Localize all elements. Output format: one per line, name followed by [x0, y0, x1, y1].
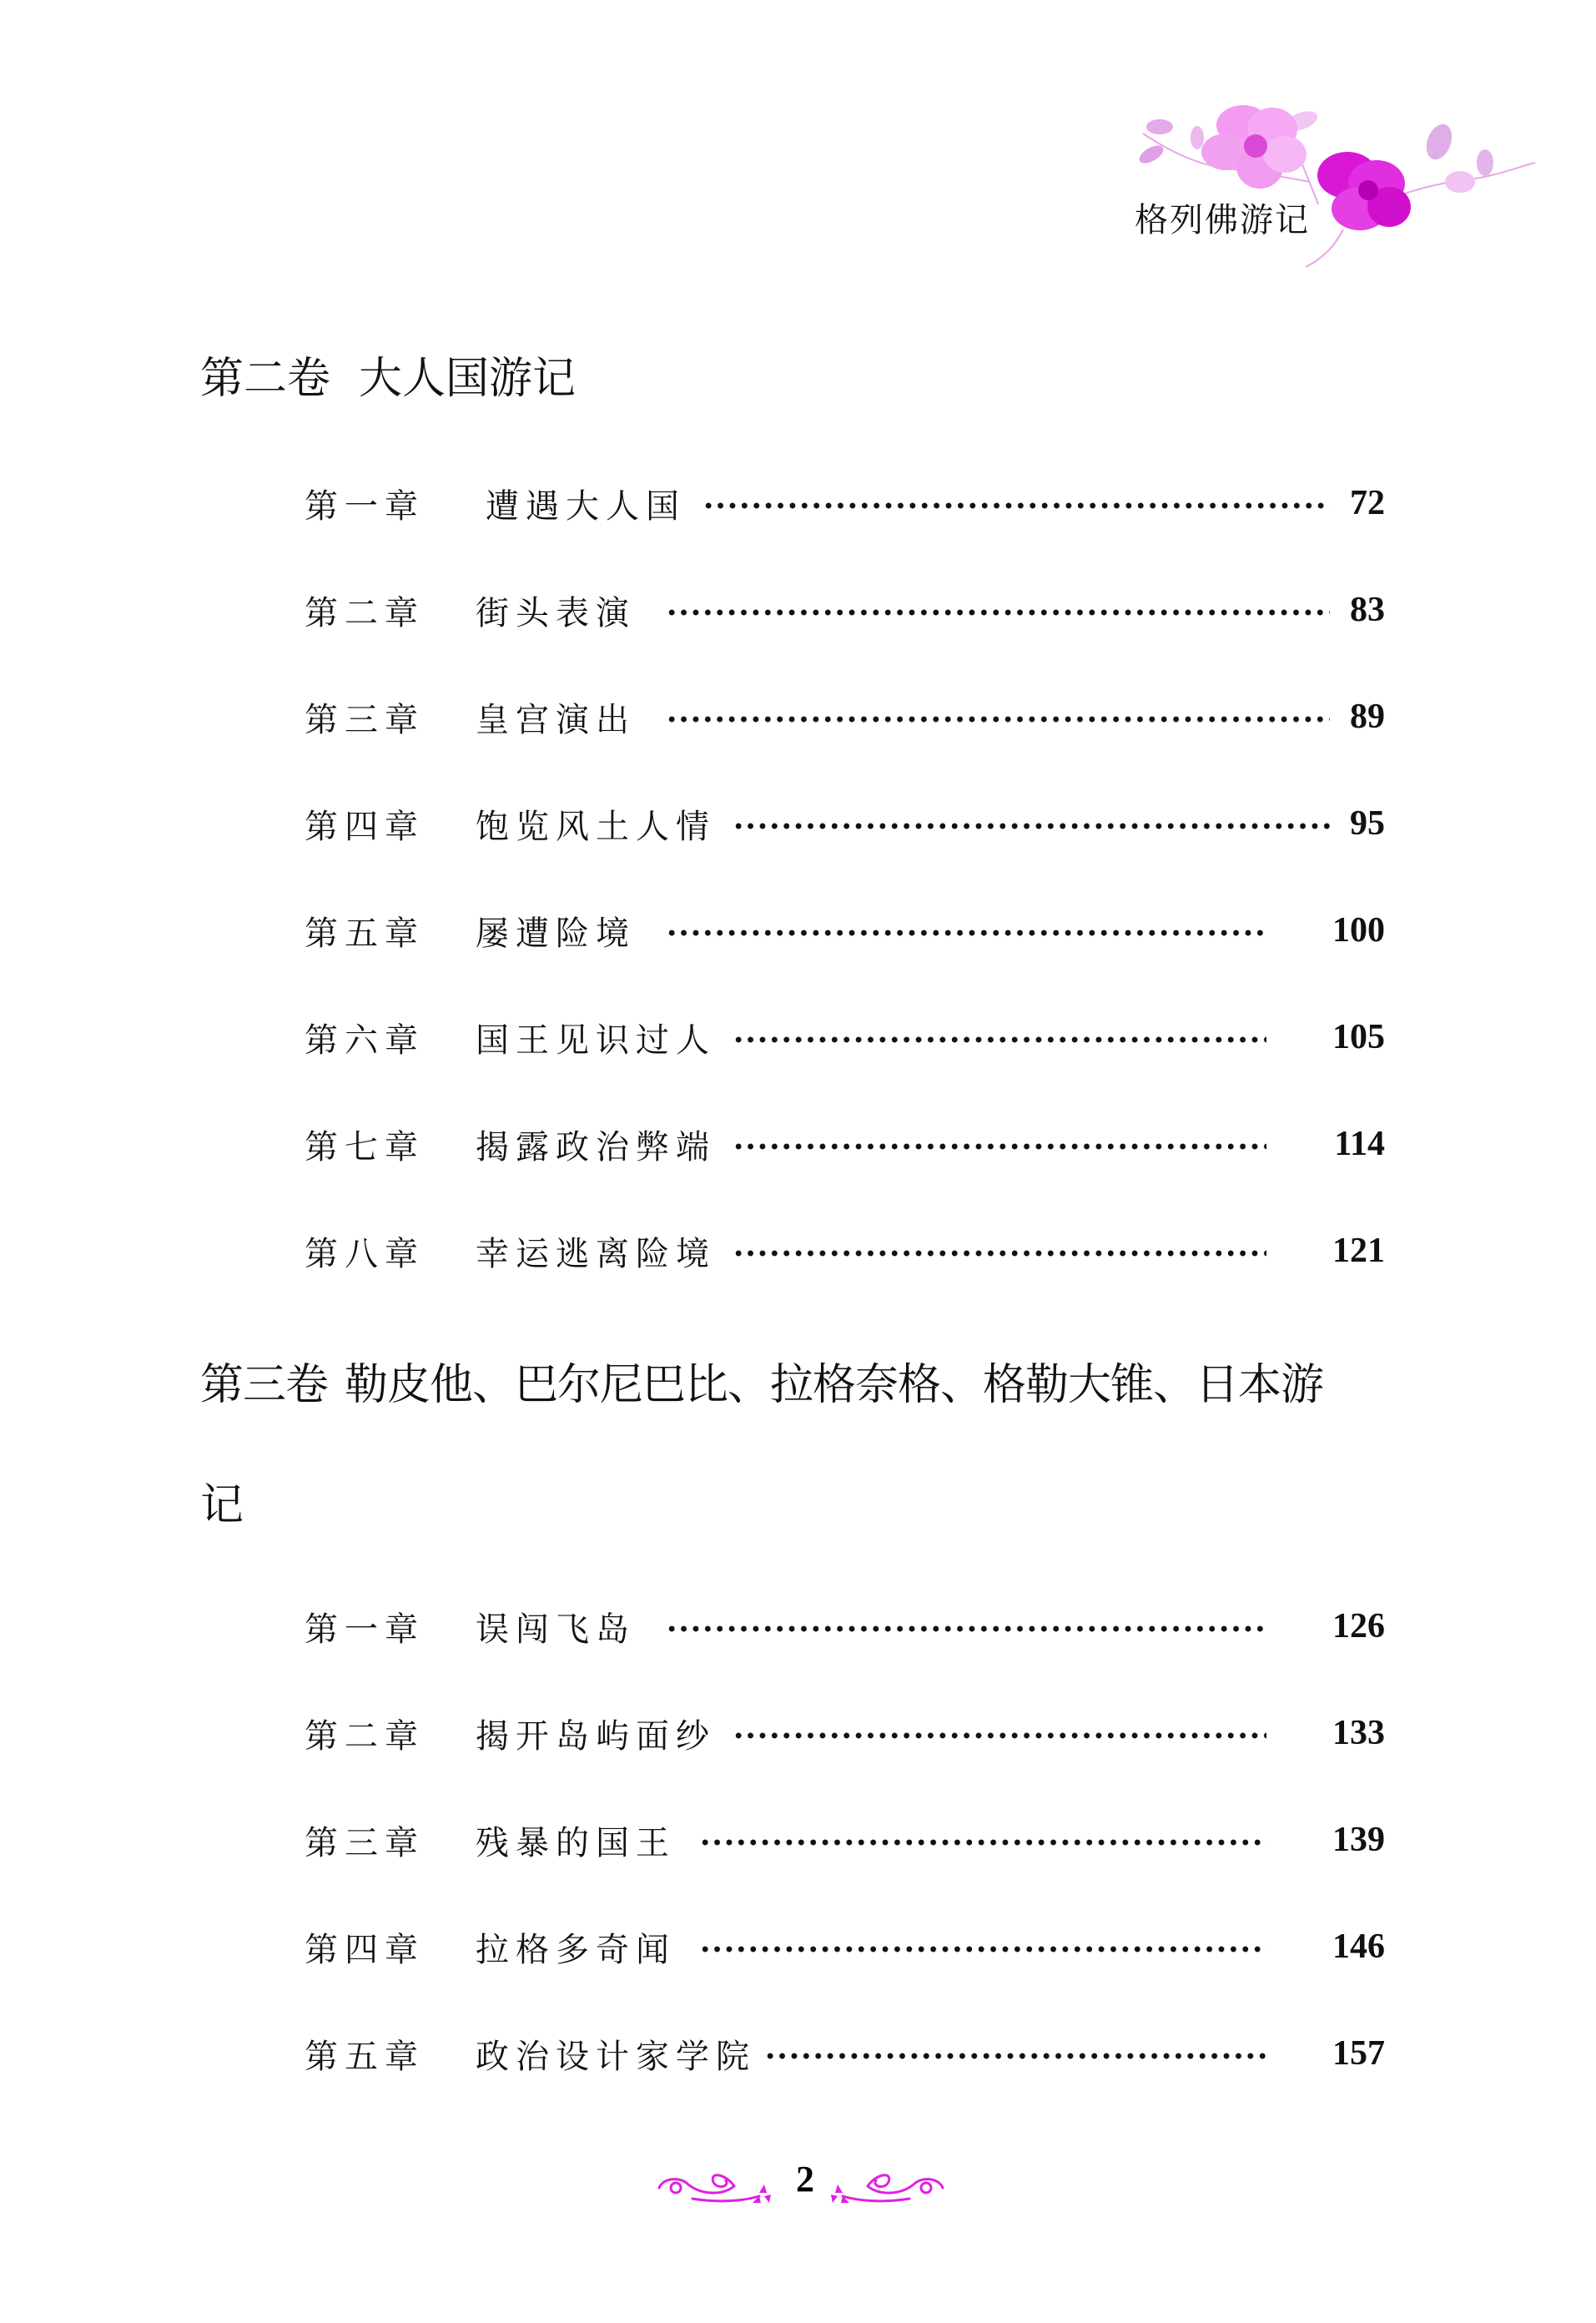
page-number: 83: [1350, 591, 1385, 629]
dot-leader: [699, 1946, 1266, 1953]
page-number: 133: [1332, 1714, 1385, 1752]
page-number: 100: [1332, 911, 1385, 950]
chapter-number: 第五章: [305, 914, 425, 953]
page-number: 95: [1350, 804, 1385, 843]
dot-leader: [733, 1036, 1266, 1043]
volume-title-continuation: 记: [200, 1480, 244, 1530]
toc-entry[interactable]: [305, 482, 1385, 524]
toc-entry[interactable]: [305, 910, 1385, 951]
chapter-title: 幸运逃离险境: [476, 1234, 716, 1273]
dot-leader: [733, 1732, 1266, 1739]
chapter-title: 饱览风土人情: [476, 807, 716, 846]
page-footer: [642, 2153, 959, 2211]
page-number: 157: [1332, 2034, 1385, 2073]
chapter-number: 第六章: [305, 1020, 425, 1060]
volume-title: 大人国游记: [359, 354, 576, 404]
toc-entry[interactable]: [305, 589, 1385, 631]
chapter-number: 第二章: [305, 1716, 425, 1756]
chapter-title: 国王见识过人: [476, 1020, 716, 1060]
toc-entry[interactable]: [305, 1016, 1385, 1058]
page-number-footer: 2: [796, 2159, 814, 2200]
page-number: 146: [1332, 1927, 1385, 1966]
chapter-number: 第八章: [305, 1234, 425, 1273]
chapter-number: 第七章: [305, 1127, 425, 1167]
volume-heading: [200, 1360, 1323, 1410]
dot-leader: [699, 1839, 1266, 1846]
toc-entry[interactable]: [305, 1123, 1385, 1165]
page-number: 89: [1350, 698, 1385, 736]
header-flower-decoration: [1118, 83, 1568, 275]
toc-entry[interactable]: [305, 803, 1385, 844]
chapter-number: 第二章: [305, 593, 425, 632]
dot-leader: [666, 1625, 1266, 1632]
hibiscus-flowers-icon: [1118, 83, 1568, 275]
chapter-title: 街头表演: [476, 593, 636, 632]
page-number: 114: [1334, 1125, 1385, 1163]
chapter-number: 第四章: [305, 1930, 425, 1969]
dot-leader: [666, 716, 1330, 723]
chapter-number: 第三章: [305, 700, 425, 739]
dot-leader: [733, 1250, 1266, 1257]
volume-number: 第二卷: [200, 354, 331, 404]
dot-leader: [764, 2053, 1266, 2059]
chapter-title: 拉格多奇闻: [476, 1930, 676, 1969]
chapter-number: 第三章: [305, 1823, 425, 1862]
chapter-title: 遭遇大人国: [486, 486, 686, 526]
chapter-title: 揭露政治弊端: [476, 1127, 716, 1167]
toc-entry[interactable]: [305, 696, 1385, 738]
dot-leader: [733, 1143, 1266, 1150]
toc-entry[interactable]: [305, 1926, 1385, 1968]
chapter-number: 第四章: [305, 807, 425, 846]
page-number: 72: [1350, 484, 1385, 522]
toc-entry[interactable]: [305, 2033, 1385, 2074]
toc-entry[interactable]: [305, 1819, 1385, 1861]
volume-number: 第三卷: [200, 1360, 329, 1410]
chapter-title: 皇宫演出: [476, 700, 636, 739]
running-header-book-title: 格列佛游记: [1135, 201, 1310, 239]
chapter-number: 第五章: [305, 2037, 425, 2076]
chapter-title: 残暴的国王: [476, 1823, 676, 1862]
chapter-title: 揭开岛屿面纱: [476, 1716, 716, 1756]
dot-leader: [666, 930, 1266, 936]
dot-leader: [666, 609, 1330, 616]
page-number: 126: [1332, 1607, 1385, 1645]
chapter-title: 政治设计家学院: [476, 2037, 756, 2076]
volume-heading: [200, 354, 576, 404]
chapter-number: 第一章: [305, 486, 425, 526]
chapter-title: 误闯飞岛: [476, 1610, 636, 1649]
dot-leader: [733, 823, 1330, 829]
toc-entry[interactable]: [305, 1712, 1385, 1754]
page-number: 105: [1332, 1018, 1385, 1056]
toc-entry[interactable]: [305, 1230, 1385, 1272]
page-number: 139: [1332, 1821, 1385, 1859]
page-number: 121: [1332, 1232, 1385, 1270]
dot-leader: [702, 502, 1330, 509]
chapter-title: 屡遭险境: [476, 914, 636, 953]
toc-entry[interactable]: [305, 1605, 1385, 1647]
chapter-number: 第一章: [305, 1610, 425, 1649]
volume-title: 勒皮他、巴尔尼巴比、拉格奈格、格勒大锥、日本游: [345, 1360, 1324, 1410]
